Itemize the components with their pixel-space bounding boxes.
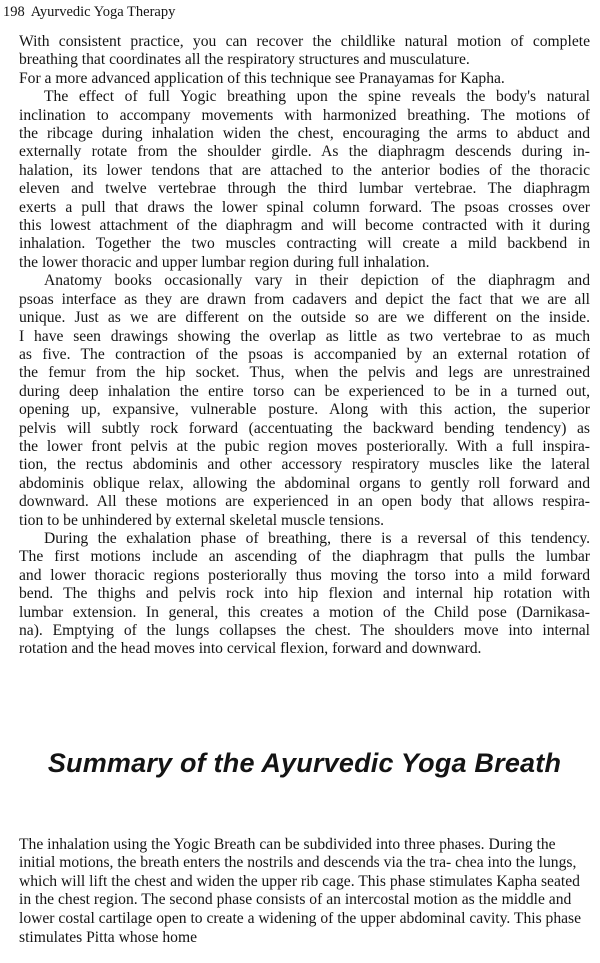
text-line: tion, the rectus abdominis and other accessory respiratory muscles like the lateral bbox=[19, 456, 590, 474]
paragraph bbox=[19, 836, 590, 948]
paragraph bbox=[19, 33, 590, 70]
text-line: externally rotate from the shoulder girdle. As the diaphragm descends during in- bbox=[19, 143, 590, 161]
text-line: The inhalation using the Yogic Breath can be subdivided into three phases. bbox=[19, 835, 485, 853]
text-line: na). Emptying of the lungs collapses the chest. The shoulders move into internal bbox=[19, 622, 590, 639]
text-line: inhalation. Together the two muscles contracting will create a mild backbend in bbox=[19, 235, 590, 253]
section-heading: Summary of the Ayurvedic Yoga Breath bbox=[47, 748, 562, 778]
text-line: exerts a pull that draws the lower spinal column forward. The psoas crosses over bbox=[19, 198, 590, 216]
text-line: the femur from the hip socket. Thus, when the pelvis and legs are unrestrained bbox=[19, 364, 590, 382]
text-line: eleven and twelve vertebrae through the third lumbar vertebrae. The diaphragm bbox=[19, 180, 590, 198]
text-line: I have seen drawings showing the overlap as little as two vertebrae to as much bbox=[19, 327, 590, 345]
text-line: and lower thoracic regions posteriorally thus moving the torso into a mild forward bbox=[19, 566, 590, 584]
text-line: halation, its lower tendons that are attached to the anterior bodies of the thoracic bbox=[19, 161, 590, 179]
text-line: unique. Just as we are different on the outside so are we different on the inside. bbox=[19, 309, 590, 327]
text-line: phase stimulates Kapha seated in the chest region. The second phase consists of bbox=[19, 872, 580, 909]
text-line: For a more advanced application of this technique see Pranayamas for Kapha. bbox=[19, 69, 505, 87]
page-number: 198 bbox=[3, 4, 25, 20]
text-line: breathing that coordinates all the respiratory structures and musculature. bbox=[19, 51, 470, 69]
text-line: The effect of full Yogic breathing upon the spine reveals the body's natural bbox=[44, 88, 590, 106]
text-line: during deep inhalation the entire torso can be experienced to be in a turned out, bbox=[19, 382, 590, 400]
text-line: bend. The thighs and pelvis rock into hip flexion and internal hip rotation with bbox=[19, 585, 590, 603]
text-line: opening up, expansive, vulnerable posture. Along with this action, the superior bbox=[19, 401, 590, 419]
text-line: During the initial motions, the breath enters the nostrils and descends via the tra- bbox=[19, 835, 556, 872]
text-line: the lower thoracic and upper lumbar region during full inhalation. bbox=[19, 253, 430, 271]
text-line: the ribcage during inhalation widen the chest, encouraging the arms to abduct and bbox=[19, 125, 590, 143]
text-line: abdominis oblique relax, allowing the abdominal organs to gently roll forward and bbox=[19, 474, 590, 492]
text-line: pelvis will subtly rock forward (accentuating the backward bending tendency) as bbox=[19, 419, 590, 437]
text-line: lumbar extension. In general, this creates a motion of the Child pose (Darnikasa- bbox=[19, 603, 590, 621]
paragraph bbox=[19, 530, 590, 659]
paragraph bbox=[19, 272, 590, 530]
text-line: chea into the lungs, which will lift the chest and widen the upper rib cage. This bbox=[19, 854, 577, 890]
text-line: During the exhalation phase of breathing, there is a reversal of this tendency. bbox=[44, 529, 590, 547]
text-line: rotation and the head moves into cervical flexion, forward and downward. bbox=[19, 640, 482, 658]
text-line: inclination to accompany movements with harmonized breathing. The motions of bbox=[19, 106, 590, 124]
text-line: the lower front pelvis at the pubic region moves posteriorally. With a full inspira- bbox=[19, 437, 590, 455]
text-line: this lowest attachment of the diaphragm and will become contracted with it during bbox=[19, 217, 590, 235]
body-text bbox=[19, 33, 590, 659]
text-line: an intercostal motion as the middle and lower costal cartilage open to create a bbox=[19, 891, 572, 927]
text-line: tion to be unhindered by external skeletal muscle tensions. bbox=[19, 511, 385, 529]
text-line: Anatomy books occasionally vary in their depiction of the diaphragm and bbox=[44, 272, 590, 290]
running-title: Ayurvedic Yoga Therapy bbox=[30, 4, 176, 20]
running-header bbox=[3, 3, 175, 21]
text-line: With consistent practice, you can recover the childlike natural motion of complete bbox=[19, 33, 590, 50]
text-line: The first motions include an ascending of the diaphragm that pulls the lumbar bbox=[19, 548, 590, 566]
text-line: widening of the upper abdominal cavity. This phase stimulates Pitta whose home bbox=[19, 909, 582, 946]
paragraph bbox=[19, 88, 590, 272]
text-line: psoas interface as they are drawn from cadavers and depict the fact that we are all bbox=[19, 290, 590, 308]
section-body-text bbox=[19, 820, 590, 963]
text-line: downward. All these motions are experienced in an open body that allows respira- bbox=[19, 493, 590, 511]
text-line: as five. The contraction of the psoas is accompanied by an external rotation of bbox=[19, 345, 590, 363]
paragraph bbox=[19, 70, 590, 88]
